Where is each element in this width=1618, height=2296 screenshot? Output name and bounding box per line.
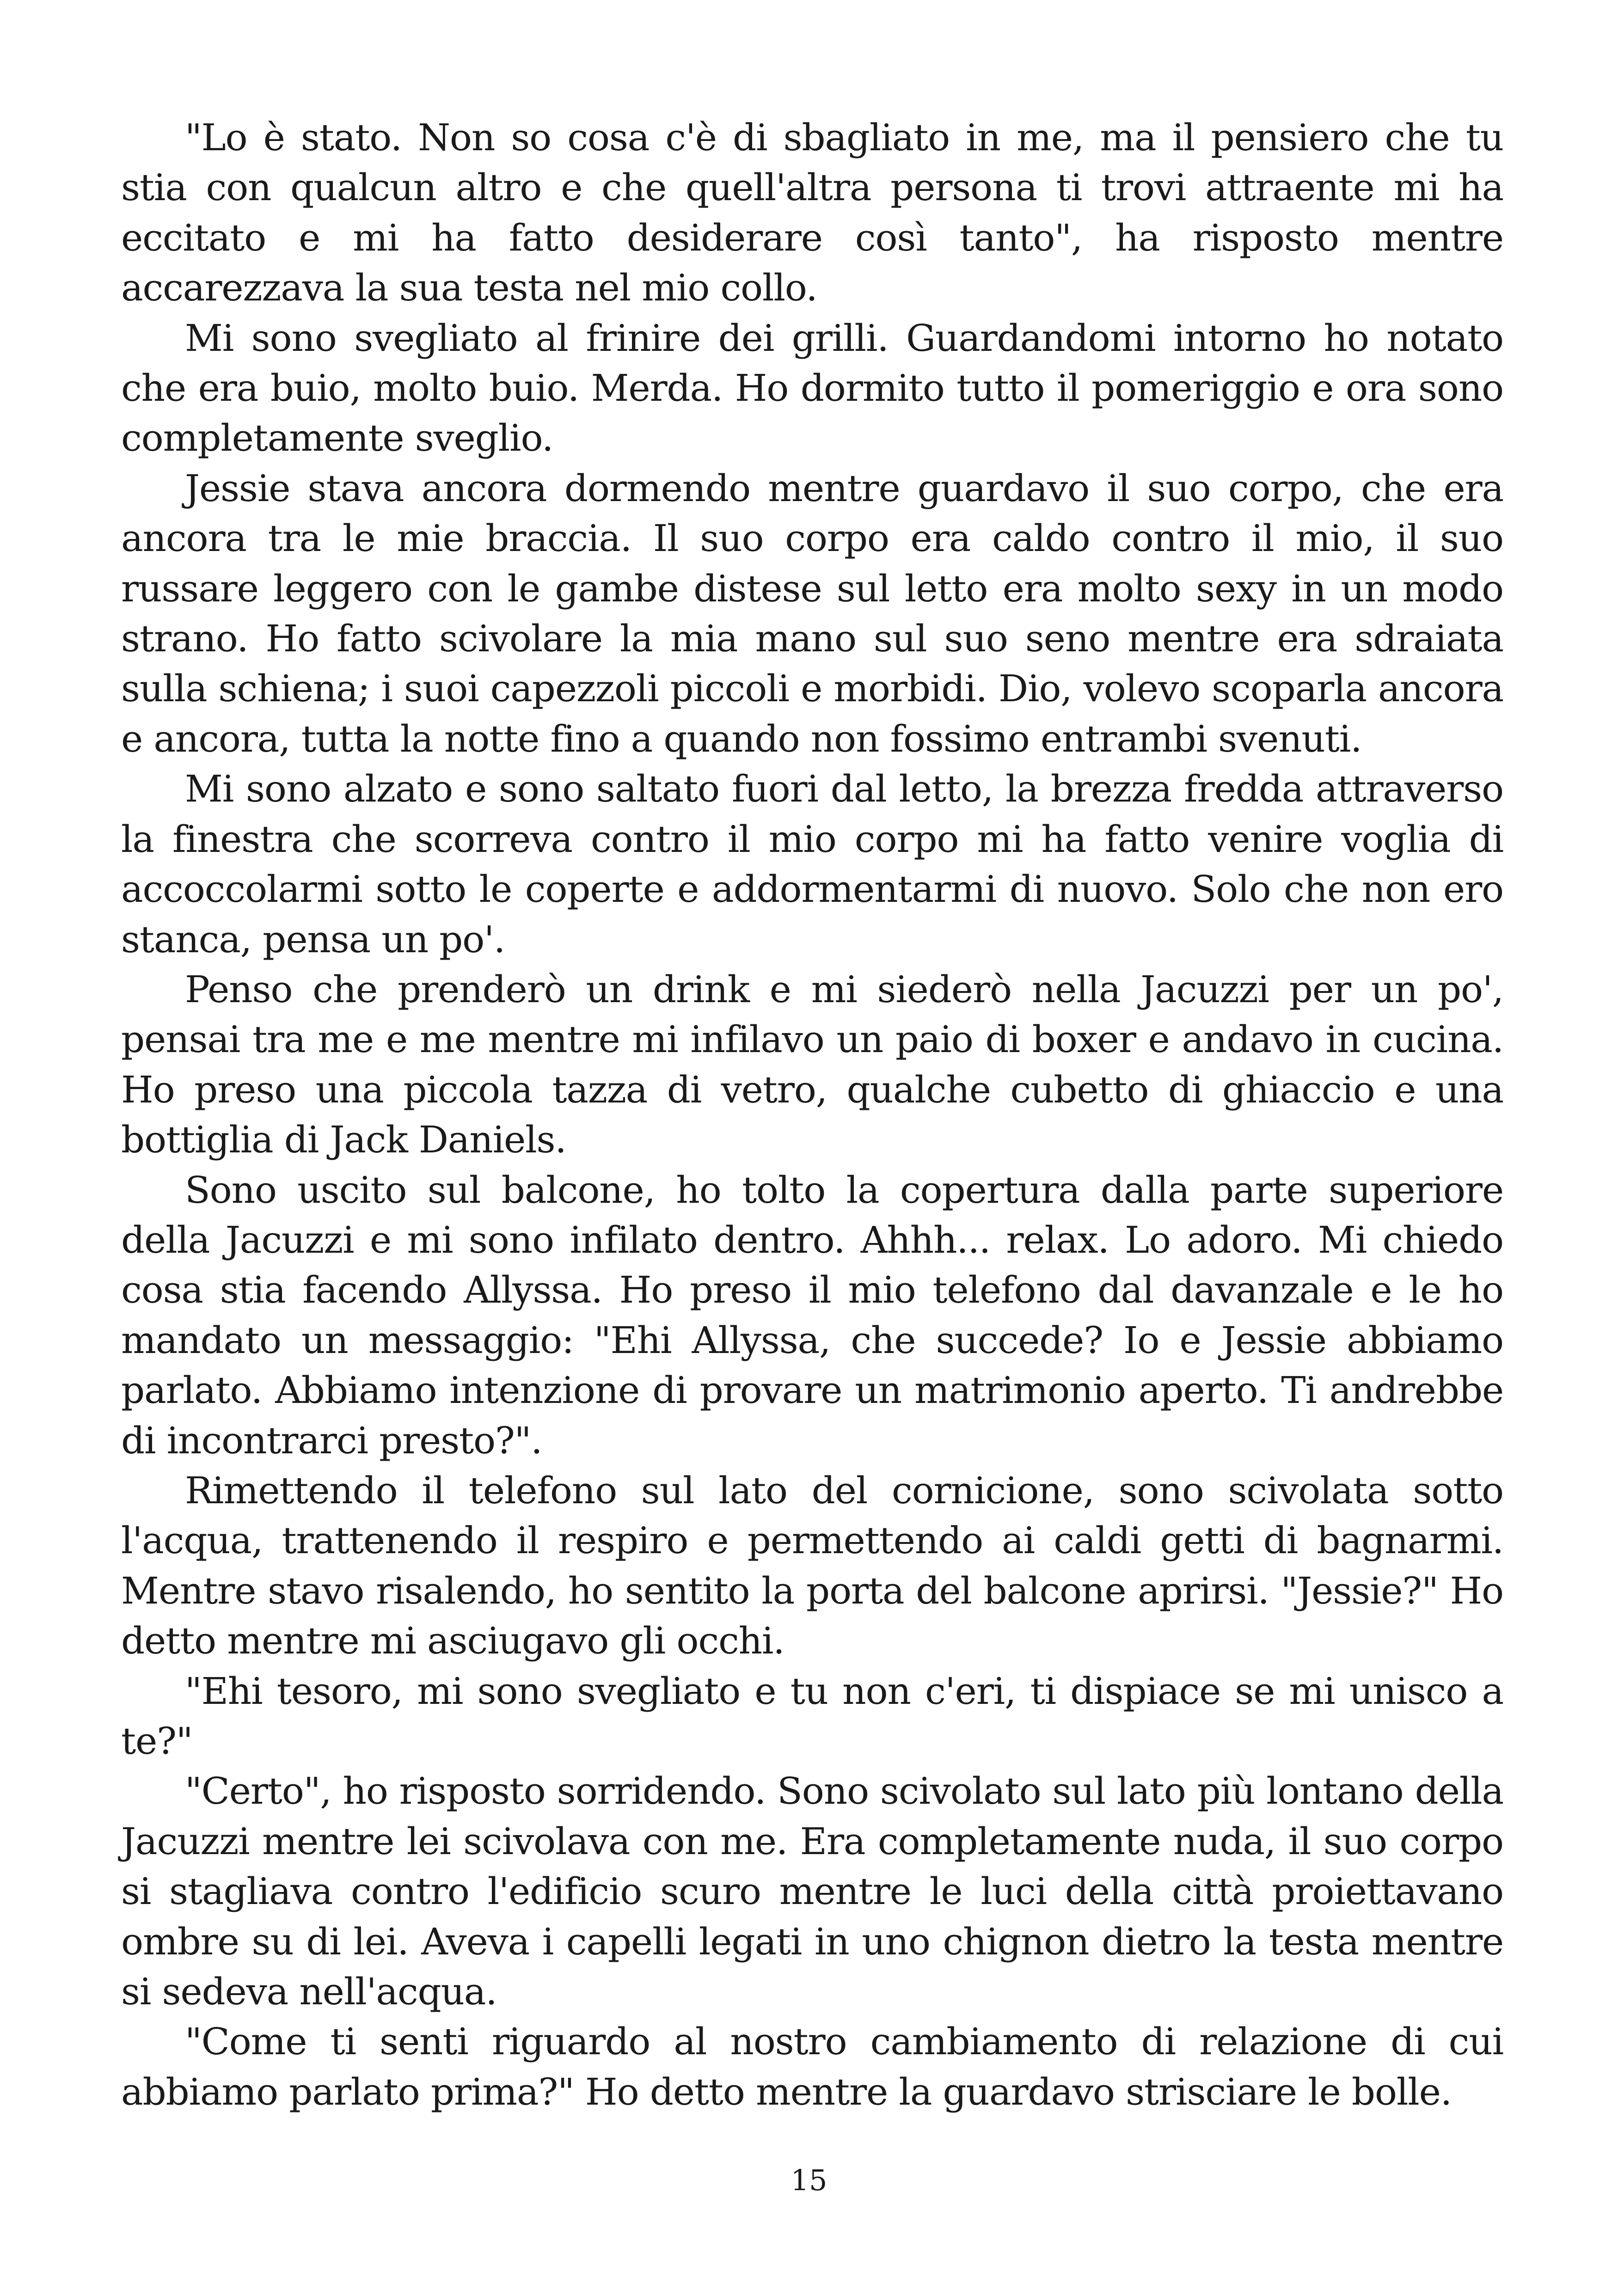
paragraph: "Lo è stato. Non so cosa c'è di sbagliato in me, ma il pensiero che tu stia con qualcun altro e che quell'altra persona ti trovi attraente mi ha eccitato e mi ha fatto desiderare così tanto", ha risposto mentre accarezzava la sua testa nel mio collo. (121, 116, 1503, 310)
paragraph: "Ehi tesoro, mi sono svegliato e tu non c'eri, ti dispiace se mi unisco a te?" (121, 1669, 1503, 1763)
body-text (121, 113, 1503, 2117)
paragraph: Rimettendo il telefono sul lato del cornicione, sono scivolata sotto l'acqua, trattenendo il respiro e permettendo ai caldi getti di bagnarmi. Mentre stavo risalendo, ho sentito la porta del balcone aprirsi. "Jessie?" Ho detto mentre mi asciugavo gli occhi. (121, 1469, 1503, 1663)
paragraph: Mi sono svegliato al frinire dei grilli. Guardandomi intorno ho notato che era buio, molto buio. Merda. Ho dormito tutto il pomeriggio e ora sono completamente sveglio. (121, 316, 1503, 460)
paragraph: Sono uscito sul balcone, ho tolto la copertura dalla parte superiore della Jacuzzi e mi sono infilato dentro. Ahhh... relax. Lo adoro. Mi chiedo cosa stia facendo Allyssa. Ho preso il mio telefono dal davanzale e le ho mandato un messaggio: "Ehi Allyssa, che succede? Io e Jessie abbiamo parlato. Abbiamo intenzione di provare un matrimonio aperto. Ti andrebbe di incontrarci presto?". (121, 1168, 1503, 1462)
paragraph: Jessie stava ancora dormendo mentre guardavo il suo corpo, che era ancora tra le mie braccia. Il suo corpo era caldo contro il mio, il suo russare leggero con le gambe distese sul letto era molto sexy in un modo strano. Ho fatto scivolare la mia mano sul suo seno mentre era sdraiata sulla schiena; i suoi capezzoli piccoli e morbidi. Dio, volevo scoparla ancora e ancora, tutta la notte fino a quando non fossimo entrambi svenuti. (121, 466, 1503, 760)
paragraph: Mi sono alzato e sono saltato fuori dal letto, la brezza fredda attraverso la finestra che scorreva contro il mio corpo mi ha fatto venire voglia di accoccolarmi sotto le coperte e addormentarmi di nuovo. Solo che non ero stanca, pensa un po'. (121, 767, 1503, 961)
paragraph: Penso che prenderò un drink e mi siederò nella Jacuzzi per un po', pensai tra me e me mentre mi infilavo un paio di boxer e andavo in cucina. Ho preso una piccola tazza di vetro, qualche cubetto di ghiaccio e una bottiglia di Jack Daniels. (121, 967, 1503, 1162)
paragraph: "Certo", ho risposto sorridendo. Sono scivolato sul lato più lontano della Jacuzzi mentre lei scivolava con me. Era completamente nuda, il suo corpo si stagliava contro l'edificio scuro mentre le luci della città proiettavano ombre su di lei. Aveva i capelli legati in uno chignon dietro la testa mentre si sedeva nell'acqua. (121, 1769, 1503, 2014)
paragraph: "Come ti senti riguardo al nostro cambiamento di relazione di cui abbiamo parlato prima?" Ho detto mentre la guardavo strisciare le bolle. (121, 2020, 1503, 2113)
page-number: 15 (791, 2163, 827, 2197)
